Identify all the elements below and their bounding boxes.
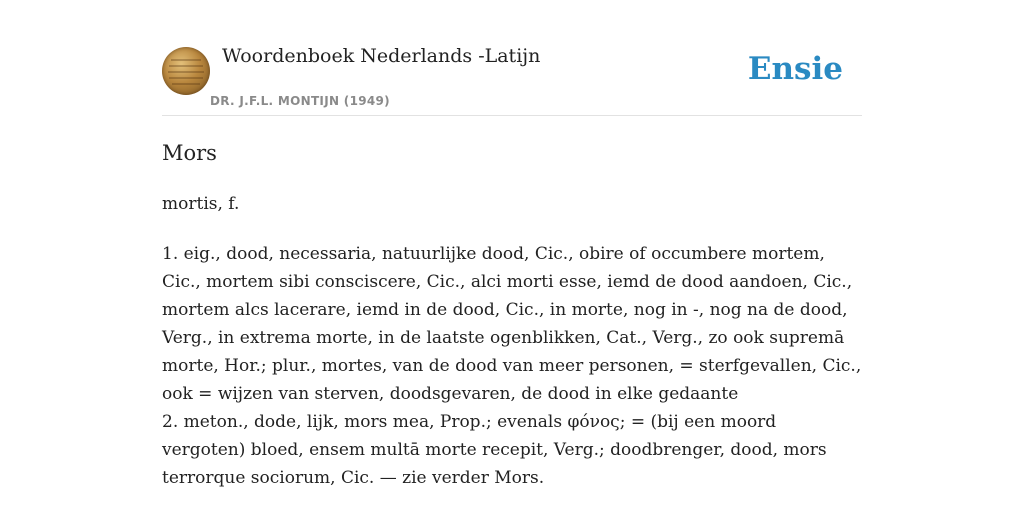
- definition-2: 2. meton., dode, lijk, mors mea, Prop.; evenals φόνος; = (bij een moord vergoten) bloed, ensem multā morte recepit, Verg.; doodbrenger, dood, mors terrorque sociorum, Cic. — zie verder Mors.: [162, 412, 827, 488]
- inscription-texture: [162, 47, 210, 95]
- book-cover-medallion[interactable]: [162, 47, 210, 95]
- header: [162, 0, 862, 116]
- ensie-logo-link[interactable]: Ensie: [747, 51, 843, 87]
- grammar-info: mortis, f.: [162, 194, 240, 214]
- author-line: DR. J.F.L. MONTIJN (1949): [210, 94, 390, 108]
- definition-body: [162, 240, 862, 492]
- definition-1: 1. eig., dood, necessaria, natuurlijke dood, Cic., obire of occumbere mortem, Cic., mortem sibi consciscere, Cic., alci morti esse, iemd de dood aandoen, Cic., mortem alcs lacerare, iemd in de dood, Cic., in morte, nog in -, nog na de dood, Verg., in extrema morte, in de laatste ogenblikken, Cat., Verg., zo ook supremā morte, Hor.; plur., mortes, van de dood van meer personen, = sterfgevallen, Cic., ook = wijzen van sterven, doodsgevaren, de dood in elke gedaante: [162, 244, 862, 404]
- entry-term: Mors: [162, 141, 217, 165]
- page-container: [162, 0, 862, 488]
- book-title[interactable]: Woordenboek Nederlands -Latijn: [222, 45, 541, 67]
